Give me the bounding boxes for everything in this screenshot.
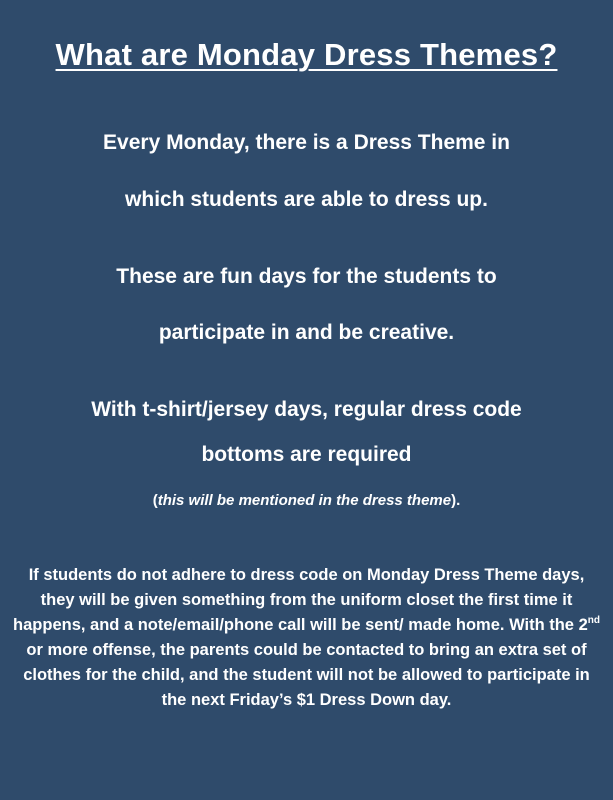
policy-paragraph: [10, 563, 603, 713]
note-close-paren: ).: [451, 492, 461, 509]
intro-line-1: Every Monday, there is a Dress Theme in: [103, 131, 510, 154]
dress-theme-note: [0, 491, 613, 511]
fun-days-line-1: These are fun days for the students to: [116, 265, 497, 288]
note-italic-text: this will be mentioned in the dress theme: [157, 492, 452, 509]
page-title: What are Monday Dress Themes?: [55, 37, 558, 72]
tshirt-line-1: With t-shirt/jersey days, regular dress code: [91, 398, 522, 421]
tshirt-line-2: bottoms are required: [201, 443, 412, 466]
note-open-paren: (: [152, 492, 158, 509]
policy-superscript: nd: [587, 615, 600, 626]
policy-text-part-1: If students do not adhere to dress code on Monday Dress Theme days, they will be given something from the uniform closet the first time it happens, and a note/email/phone call will be sent/ made home. With the 2: [13, 566, 588, 634]
fun-days-line-2: participate in and be creative.: [158, 321, 455, 344]
intro-line-2: which students are able to dress up.: [125, 188, 488, 211]
policy-text-part-2: or more offense, the parents could be contacted to bring an extra set of clothes for the child, and the student will not be allowed to participate in the next Friday’s $1 Dress Down day.: [23, 641, 590, 709]
